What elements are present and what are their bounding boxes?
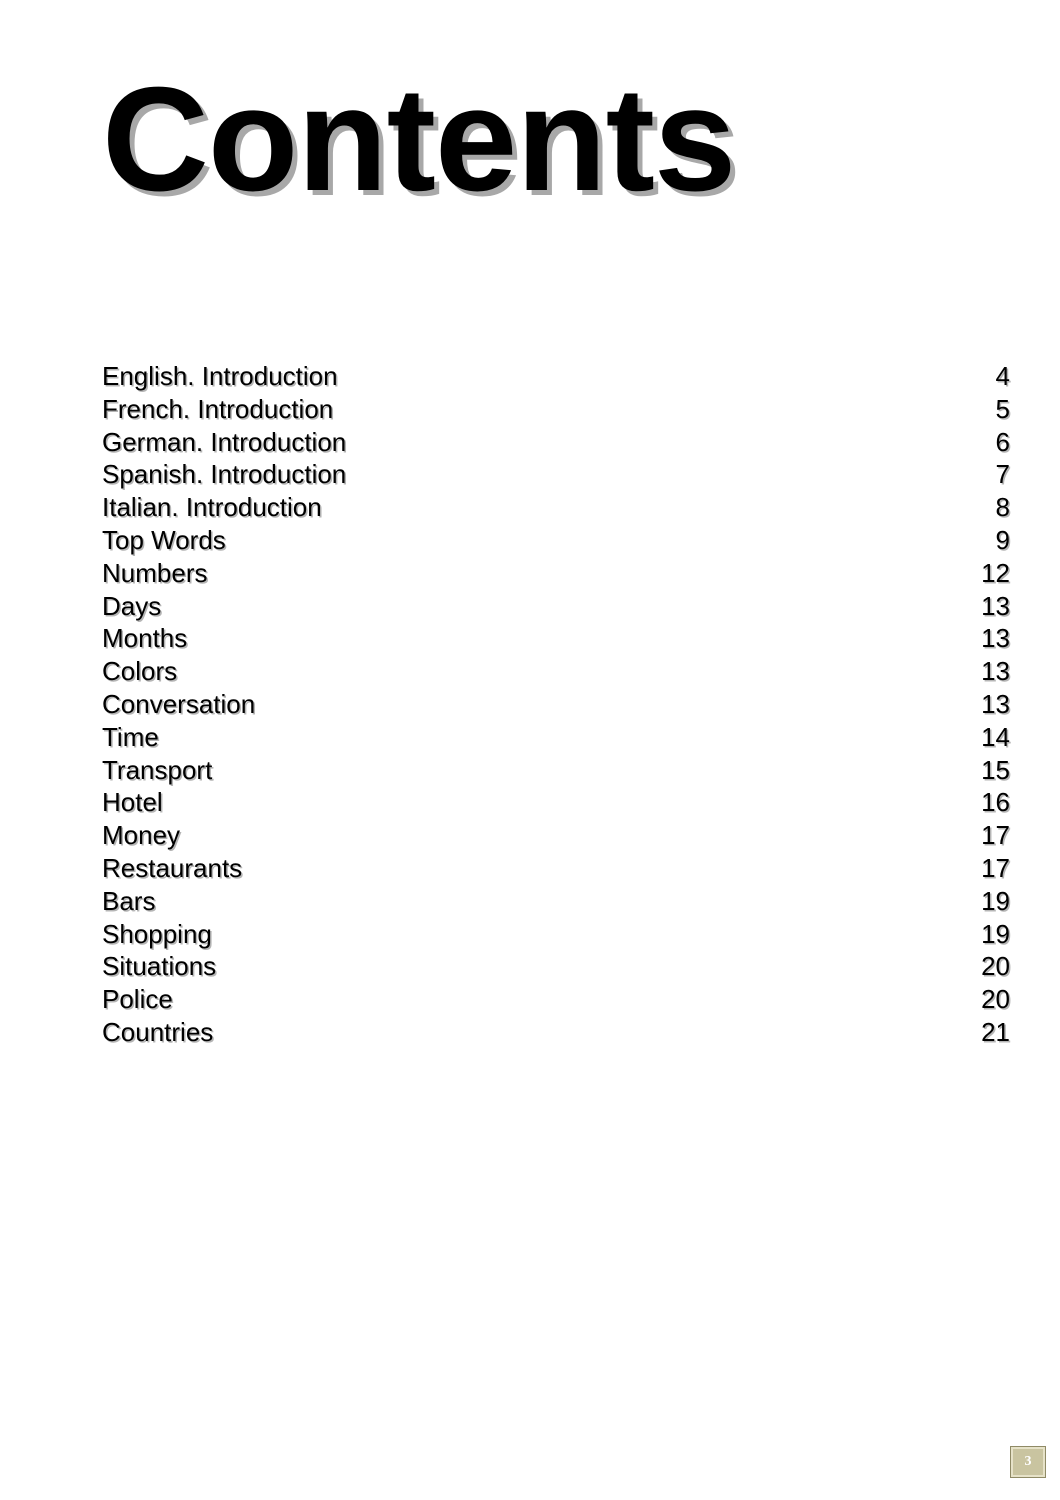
toc-entry-page: 13 xyxy=(981,688,1010,719)
toc-entry-page: 19 xyxy=(981,918,1010,949)
toc-entry[interactable] xyxy=(102,885,1010,918)
toc-entry-label: Italian. Introduction xyxy=(102,492,322,523)
toc-entry-page: 9 xyxy=(995,524,1010,555)
toc-entry-page: 19 xyxy=(981,885,1010,916)
toc-entry-label: Restaurants xyxy=(102,852,243,883)
toc-entry[interactable] xyxy=(102,491,1010,524)
toc-entry-page: 21 xyxy=(981,1016,1010,1047)
toc-entry-label: Spanish. Introduction xyxy=(102,459,347,490)
toc-entry-label: Top Words xyxy=(102,524,226,555)
toc-entry-label: Money xyxy=(102,820,181,851)
toc-entry-page: 17 xyxy=(981,820,1010,851)
toc-entry-page: 12 xyxy=(981,557,1010,588)
toc-entry-page: 20 xyxy=(981,984,1010,1015)
toc-entry-label: English. Introduction xyxy=(102,361,338,391)
toc-entry-label: French. Introduction xyxy=(102,393,334,424)
toc-entry-label: Months xyxy=(102,623,188,654)
toc-entry[interactable] xyxy=(102,721,1010,754)
toc-entry-page: 16 xyxy=(981,787,1010,818)
toc-entry[interactable] xyxy=(102,360,1010,393)
toc-entry-label: Days xyxy=(102,590,162,621)
toc-entry-page: 8 xyxy=(995,492,1010,523)
toc-entry[interactable] xyxy=(102,557,1010,590)
toc-entry[interactable] xyxy=(102,950,1010,983)
toc-entry[interactable] xyxy=(102,983,1010,1016)
toc-entry-label: Time xyxy=(102,721,159,752)
toc-entry-page: 6 xyxy=(995,426,1010,457)
toc-entry-label: Shopping xyxy=(102,918,212,949)
toc-entry-label: Countries xyxy=(102,1016,214,1047)
table-of-contents xyxy=(102,360,1010,1049)
toc-entry-label: Police xyxy=(102,984,173,1015)
toc-entry[interactable] xyxy=(102,688,1010,721)
toc-entry-label: Colors xyxy=(102,656,178,687)
toc-entry-page: 13 xyxy=(981,623,1010,654)
toc-entry-page: 13 xyxy=(981,590,1010,621)
toc-entry-page: 4 xyxy=(995,361,1010,391)
toc-entry[interactable] xyxy=(102,1016,1010,1049)
toc-entry-page: 14 xyxy=(981,721,1010,752)
toc-entry-page: 7 xyxy=(995,459,1010,490)
toc-entry[interactable] xyxy=(102,426,1010,459)
toc-entry-label: Conversation xyxy=(102,688,256,719)
toc-entry-page: 17 xyxy=(981,852,1010,883)
toc-entry[interactable] xyxy=(102,524,1010,557)
toc-entry-label: Bars xyxy=(102,885,156,916)
toc-entry-page: 15 xyxy=(981,754,1010,785)
toc-entry[interactable] xyxy=(102,655,1010,688)
toc-entry[interactable] xyxy=(102,590,1010,623)
toc-entry-page: 13 xyxy=(981,656,1010,687)
toc-entry-label: Numbers xyxy=(102,557,208,588)
toc-entry[interactable] xyxy=(102,622,1010,655)
page-number-badge: 3 xyxy=(1010,1446,1046,1478)
toc-entry-label: Transport xyxy=(102,754,213,785)
toc-entry[interactable] xyxy=(102,918,1010,951)
toc-entry[interactable] xyxy=(102,786,1010,819)
toc-entry[interactable] xyxy=(102,393,1010,426)
toc-entry-label: Hotel xyxy=(102,787,163,818)
toc-entry[interactable] xyxy=(102,852,1010,885)
page-title: Contents xyxy=(102,57,736,222)
toc-entry[interactable] xyxy=(102,458,1010,491)
toc-entry-label: Situations xyxy=(102,951,217,982)
toc-entry[interactable] xyxy=(102,754,1010,787)
toc-entry[interactable] xyxy=(102,819,1010,852)
toc-entry-page: 5 xyxy=(995,393,1010,424)
toc-entry-label: German. Introduction xyxy=(102,426,347,457)
toc-entry-page: 20 xyxy=(981,951,1010,982)
